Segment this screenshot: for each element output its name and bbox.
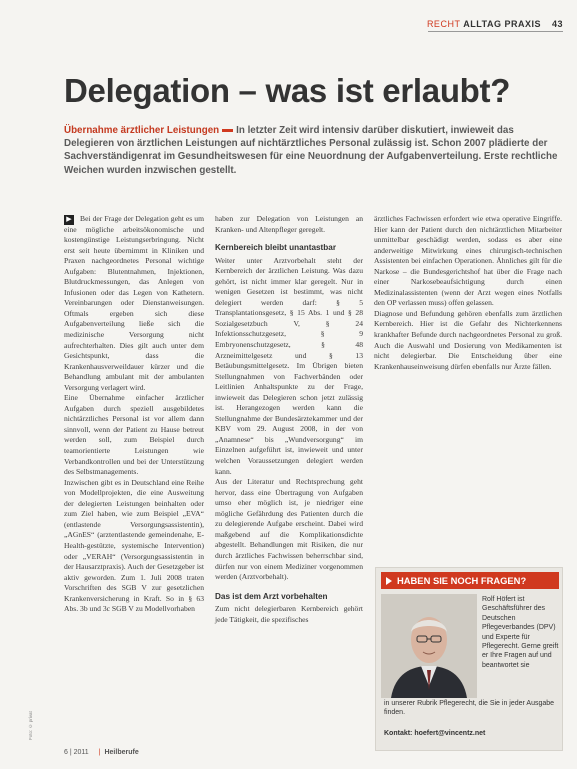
body-paragraph: Zum nicht delegierbaren Kernbereich gehört jede Tätigkeit, die spezifisches — [215, 604, 363, 624]
lead-dash — [222, 129, 233, 132]
body-paragraph: Weiter unter Arztvorbehalt steht der Kernbereich der ärztlichen Leistung. Was dazu gehört, ist nicht immer klar geregelt. Nur in wenigen Gesetzen ist bestimmt, was nicht delegiert werden darf: § 5 Transplantationsgesetz, § 15 Abs. 1 und § 28 Sozialgesetzbuch V, § 24 Infektionsschutzgesetz, § 9 Embryonenschutzgesetz, § 48 Arzneimittelgesetz und § 13 Betäubungsmittelgesetz. Im Übrigen bieten Stellungnahmen von Fachverbänden oder Leitlinien Anhaltspunkte zu der Frage, inwieweit das Delegieren schon jetzt zulässig ist. Herangezogen werden kann die Stellungnahme der Bundesärztekammer und der KBV vom 29. August 2008, in der von „Anamnese“ bis „Wundversorgung“ im Einzelnen aufgeführt ist, inwieweit und unter welchen Voraussetzungen delegiert werden kann. — [215, 255, 363, 476]
info-box-text-continued: in unserer Rubrik Pflegerecht, die Sie in jeder Ausgabe finden. — [384, 700, 555, 717]
footer-separator: | — [98, 749, 101, 756]
photo-credit: Foto: © privat — [28, 711, 33, 740]
subheading: Kernbereich bleibt unantastbar — [215, 243, 337, 253]
info-box-title — [381, 572, 559, 589]
body-paragraph: Eine Übernahme einfacher ärztlicher Aufgaben durch speziell ausgebildetes nichtärztliches Personal ist vor allem dann sinnvoll, wenn der Patient zu Hause betreut werden soll, zum Beispiel durch teamorientierte Leistungen wie Verbandkontrollen und bei der Unterstützung des Selbstmanagements. — [64, 393, 204, 477]
footer-magazine: Heilberufe — [104, 749, 139, 756]
header-rule — [428, 31, 563, 32]
author-portrait — [381, 594, 477, 698]
article-lead — [64, 124, 561, 177]
info-box — [375, 567, 563, 751]
running-header — [427, 19, 563, 29]
page-number: 43 — [551, 19, 563, 29]
body-paragraph: ärztliches Fachwissen erfordert wie etwa operative Eingriffe. Hier kann der Patient durch den nichtärztlichen Mitarbeiter unmittelbar geschädigt werden, sodass es aber eine anderweitige Mitwirkung eines chirurgisch-technischen Assistenten bei einfachen Operationen. Ähnliches gilt für die Narkose – die Bundesgerichtshof hat über die Frage nach einer Narkosebeaufsichtigung durch einen Medizinalassistenten (wenn der Arzt wegen eines Notfalls den OP verlassen muss) offen gelassen. — [374, 214, 562, 308]
contact-label: Kontakt: — [384, 730, 413, 737]
portrait-image — [381, 594, 477, 698]
play-triangle-icon — [386, 577, 392, 585]
info-box-text: Rolf Höfert ist Geschäftsführer des Deutschen Pflegeverbandes (DPV) und Experte für Pflegerecht. Gerne greift er Ihre Fragen auf und beantwortet sie — [482, 596, 559, 669]
column-3 — [374, 214, 562, 372]
subheading: Das ist dem Arzt vorbehalten — [215, 591, 328, 601]
column-2 — [215, 214, 363, 625]
header-rubric: ALLTAG PRAXIS — [463, 19, 541, 29]
lead-kicker: Übernahme ärztlicher Leistungen — [64, 125, 220, 136]
body-paragraph: Aus der Literatur und Rechtsprechung geht hervor, dass eine Übertragung von Aufgaben umso eher möglich ist, je niedriger eine mögliche Gefährdung des Patienten durch die zu delegierende Aufgabe erscheint. Dabei wird maßgebend auf die Komplikationsdichte abgestellt. Behandlungen mit Risiken, die nur durch ärztliches Fachwissen beherrschbar sind, dürfen nur von einem Mediziner vorgenommen werden (Arztvorbehalt). — [215, 477, 363, 582]
header-section: RECHT — [426, 19, 461, 29]
info-box-title-text: HABEN SIE NOCH FRAGEN? — [397, 575, 527, 586]
column-1 — [64, 214, 204, 615]
lead-text: In letzter Zeit wird intensiv darüber diskutiert, inwieweit das Delegieren von ärztlichen Leistungen auf nichtärztliches Personal zulässig ist. Schon 2007 plädierte der Sachverständigenrat im Gesundheitswesen für eine Neuordnung der Aufgabenverteilung. Erste rechtliche Weichen wurden inzwischen gestellt. — [64, 125, 558, 176]
body-paragraph: Inzwischen gibt es in Deutschland eine Reihe von Modellprojekten, die eine Ausweitung der delegierten Leistungen beinhalten oder zum Ziel haben, wie zum Beispiel „EVA“ (entlastende Versorgungsassistentin), „AGnES“ (arztentlastende gemeindenahe, E-Health-gestützte, systemische Intervention) oder „VERAH“ (Versorgungsassistentin in der Hausarztpraxis). Auch der Gesetzgeber ist aktiv geworden. Zum 1. Juli 2008 traten Vorschriften des SGB V zur gesetzlichen Krankenversicherung in Kraft. So in § 63 Abs. 3b und 3c SGB V zu Modellvorhaben — [64, 477, 204, 614]
footer-issue: 6 | 2011 — [64, 749, 89, 756]
page-footer — [64, 749, 139, 756]
body-paragraph: haben zur Delegation von Leistungen an Kranken- und Altenpfleger geregelt. — [215, 214, 363, 234]
start-arrow-icon: ▶ — [64, 215, 74, 225]
body-paragraph: Bei der Frage der Delegation geht es um eine mögliche arbeitsökonomische und kostengünstige Leistungserbringung. Nicht erst seit heute übernimmt in Kliniken und Praxen nachgeordnetes Personal wichtige Aufgaben: Blutentnahmen, Injektionen, Blutdruckmessungen, das Anlegen von Infusionen oder das Legen von Kathetern. Vereinbarungen oder Dienstanweisungen. Oftmals ergeben sich diese Aufgabenverteilung ließe sich die medizinische Versorgung nicht aufrechterhalten. Dies gilt auch unter dem Gesichtspunkt, dass die Krankenhausverweildauer kürzer und die Behandlung ambulant mit der ambulanten Versorgung verlagert wird. — [64, 214, 204, 392]
body-paragraph: Diagnose und Befundung gehören ebenfalls zum ärztlichen Kernbereich. Hier ist die Gefahr des Nichterkennens krankhafter Befunde durch nachgeordnetes Personal zu groß. Auch die Auswahl und Dosierung von Medikamenten ist nicht delegierbar. Die Entscheidung über eine Krankenhauseinweisung dürfen ebenfalls nur Ärzte fällen. — [374, 308, 562, 371]
info-box-contact — [384, 730, 485, 737]
article-title: Delegation – was ist erlaubt? — [64, 72, 511, 109]
contact-email: hoefert@vincentz.net — [414, 730, 486, 737]
